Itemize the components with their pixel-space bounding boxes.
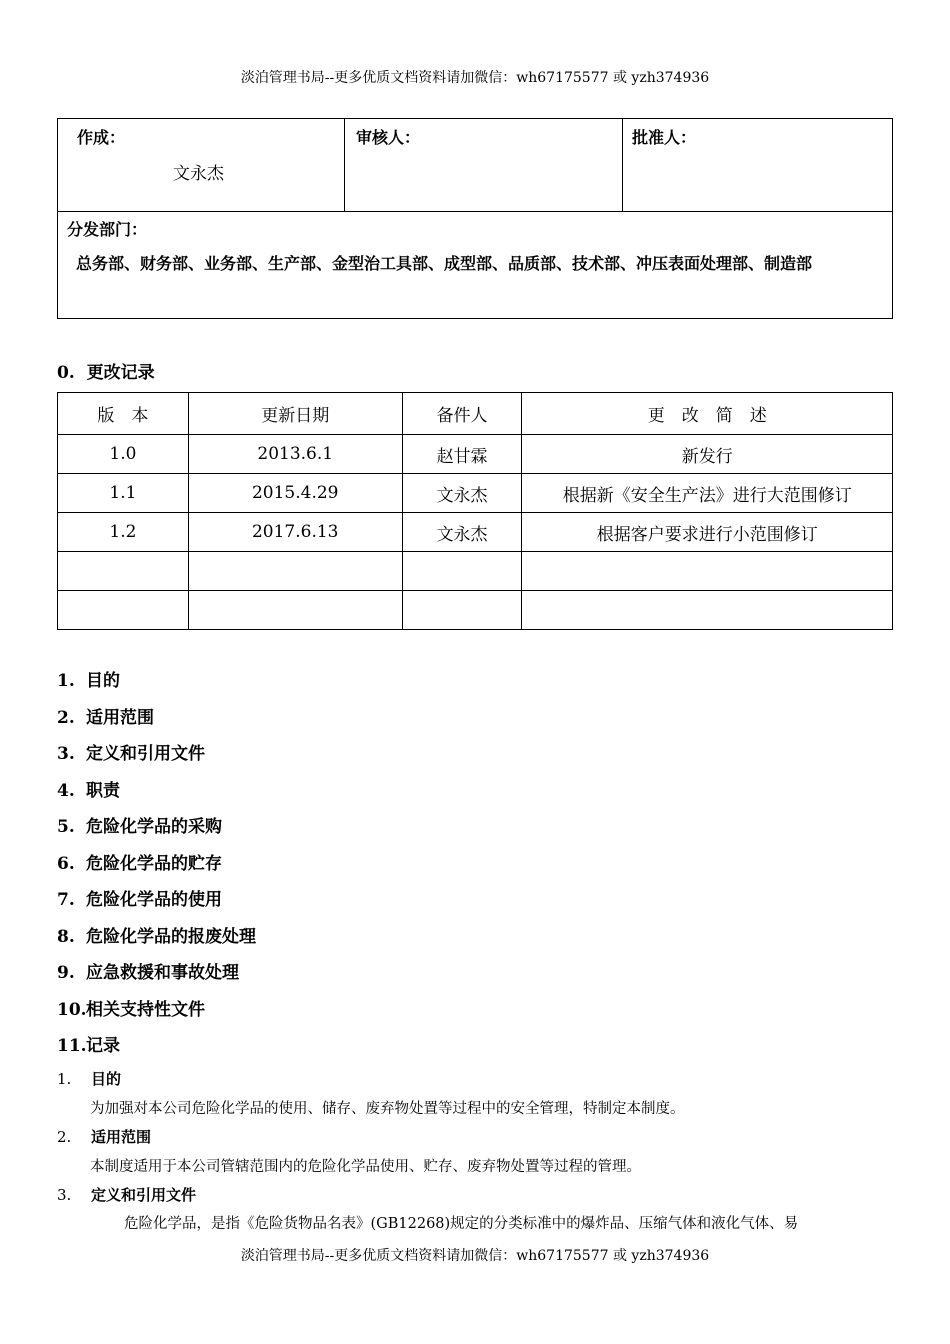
revision-section-number: 0.	[57, 363, 75, 383]
toc-number: 1.	[57, 671, 75, 691]
header-date: 更新日期	[188, 393, 402, 435]
person-cell: 赵甘霖	[402, 435, 522, 474]
toc-title: 目的	[86, 671, 120, 691]
person-cell	[402, 591, 522, 630]
section-number: 2.	[57, 1128, 72, 1146]
summary-cell: 根据新《安全生产法》进行大范围修订	[522, 474, 893, 513]
revision-table	[57, 392, 893, 630]
header-person: 备件人	[402, 393, 522, 435]
approver-cell	[623, 119, 892, 211]
toc-title: 危险化学品的使用	[86, 890, 222, 910]
date-cell	[188, 552, 402, 591]
version-cell: 1.2	[58, 513, 189, 552]
revision-section-title	[57, 358, 155, 383]
toc-number: 8.	[57, 926, 75, 947]
header-summary: 更 改 简 述	[522, 393, 893, 435]
summary-cell: 新发行	[522, 435, 893, 474]
toc-title: 定义和引用文件	[86, 744, 205, 764]
table-row	[58, 513, 893, 552]
toc-number: 7.	[57, 890, 75, 910]
toc-item	[57, 849, 256, 886]
table-row	[58, 552, 893, 591]
toc-title: 危险化学品的采购	[86, 817, 222, 837]
toc-number: 4.	[57, 780, 75, 801]
toc-item	[57, 666, 256, 703]
toc-item	[57, 995, 256, 1032]
date-cell: 2013.6.1	[188, 435, 402, 474]
approver-label: 批准人：	[632, 128, 697, 147]
toc-item	[57, 885, 256, 922]
reviewer-cell	[345, 119, 623, 211]
toc-item	[57, 739, 256, 776]
person-cell: 文永杰	[402, 474, 522, 513]
section-heading-definitions	[57, 1184, 196, 1205]
header-note: 淡泊管理书局--更多优质文档资料请加微信：wh67175577 或 yzh374936	[240, 70, 710, 86]
toc-item	[57, 812, 256, 849]
toc-title: 适用范围	[86, 707, 154, 728]
distribution-departments: 总务部、财务部、业务部、生产部、金型治工具部、成型部、品质部、技术部、冲压表面处理部、制造部	[76, 254, 813, 273]
toc-number: 11.	[57, 1036, 87, 1056]
summary-cell: 根据客户要求进行小范围修订	[522, 513, 893, 552]
toc-number: 3.	[57, 744, 75, 764]
approval-table	[57, 118, 893, 319]
prepared-cell	[58, 119, 345, 211]
toc-title: 危险化学品的贮存	[86, 853, 222, 874]
toc-title: 相关支持性文件	[86, 999, 205, 1020]
date-cell: 2015.4.29	[188, 474, 402, 513]
prepared-by: 文永杰	[173, 164, 224, 184]
date-cell	[188, 591, 402, 630]
section-text-definitions: 危险化学品，是指《危险货物品名表》(GB12268)规定的分类标准中的爆炸品、压缩气体和液化气体、易	[124, 1216, 799, 1232]
section-title: 定义和引用文件	[91, 1186, 197, 1204]
distribution-label: 分发部门：	[67, 220, 148, 239]
revision-section-label: 更改记录	[86, 363, 155, 383]
toc-item	[57, 776, 256, 813]
section-text-purpose: 为加强对本公司危险化学品的使用、储存、废弃物处置等过程中的安全管理，特制定本制度。	[90, 1101, 685, 1117]
prepared-label: 作成：	[77, 128, 126, 147]
footer-note: 淡泊管理书局--更多优质文档资料请加微信：wh67175577 或 yzh374936	[240, 1248, 710, 1264]
toc-item	[57, 703, 256, 740]
version-cell	[58, 552, 189, 591]
version-cell: 1.1	[58, 474, 189, 513]
section-heading-scope	[57, 1126, 151, 1147]
section-number: 1.	[57, 1070, 72, 1088]
toc-title: 职责	[86, 780, 120, 801]
toc-item	[57, 1031, 256, 1068]
section-title: 目的	[91, 1070, 122, 1088]
toc-item	[57, 922, 256, 959]
toc-number: 10.	[57, 999, 87, 1020]
approval-signature-row	[58, 119, 892, 212]
toc-number: 2.	[57, 707, 75, 728]
header-version: 版 本	[58, 393, 189, 435]
toc-number: 5.	[57, 817, 75, 837]
toc-title: 记录	[86, 1036, 120, 1056]
table-row	[58, 591, 893, 630]
table-row	[58, 435, 893, 474]
table-of-contents	[57, 666, 256, 1068]
section-heading-purpose	[57, 1068, 121, 1089]
section-number: 3.	[57, 1186, 72, 1204]
toc-number: 6.	[57, 853, 75, 874]
section-title: 适用范围	[91, 1128, 152, 1146]
person-cell: 文永杰	[402, 513, 522, 552]
date-cell: 2017.6.13	[188, 513, 402, 552]
section-text-scope: 本制度适用于本公司管辖范围内的危险化学品使用、贮存、废弃物处置等过程的管理。	[90, 1159, 641, 1175]
toc-item	[57, 958, 256, 995]
toc-title: 应急救援和事故处理	[86, 963, 239, 983]
table-row	[58, 474, 893, 513]
summary-cell	[522, 552, 893, 591]
summary-cell	[522, 591, 893, 630]
person-cell	[402, 552, 522, 591]
toc-number: 9.	[57, 963, 75, 983]
version-cell	[58, 591, 189, 630]
reviewer-label: 审核人：	[356, 128, 421, 147]
version-cell: 1.0	[58, 435, 189, 474]
toc-title: 危险化学品的报废处理	[86, 926, 256, 947]
revision-table-header	[58, 393, 893, 435]
